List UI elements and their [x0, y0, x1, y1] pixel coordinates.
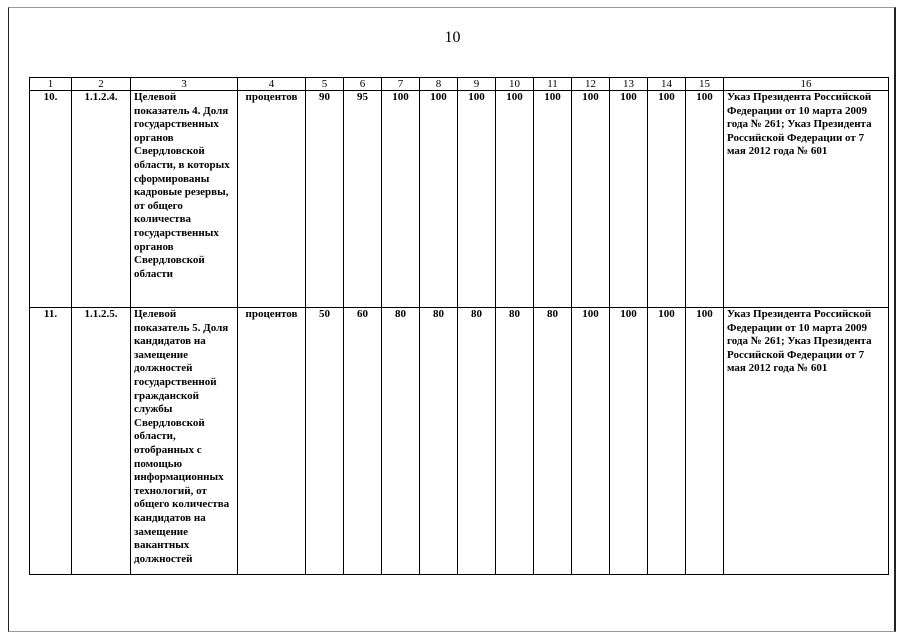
value-cell: 100	[648, 91, 686, 308]
page-number: 10	[444, 29, 461, 46]
value-cell: 100	[572, 91, 610, 308]
column-header: 12	[572, 78, 610, 91]
column-header: 7	[382, 78, 420, 91]
value-cell: 100	[686, 308, 724, 575]
value-cell: 100	[534, 91, 572, 308]
column-header: 5	[306, 78, 344, 91]
row-number: 10.	[30, 91, 72, 308]
row-code: 1.1.2.5.	[72, 308, 131, 575]
indicator-name: Целевой показатель 4. Доля государственных органов Свердловской области, в которых сформированы кадровые резервы, от общего количества государственных органов Свердловской области	[131, 91, 238, 308]
column-header: 6	[344, 78, 382, 91]
value-cell: 100	[458, 91, 496, 308]
source-reference: Указ Президента Российской Федерации от 10 марта 2009 года № 261; Указ Президента Российской Федерации от 7 мая 2012 года № 601	[724, 91, 889, 308]
value-cell: 80	[496, 308, 534, 575]
value-cell: 100	[420, 91, 458, 308]
value-cell: 60	[344, 308, 382, 575]
value-cell: 80	[420, 308, 458, 575]
row-code: 1.1.2.4.	[72, 91, 131, 308]
value-cell: 50	[306, 308, 344, 575]
value-cell: 90	[306, 91, 344, 308]
value-cell: 100	[610, 91, 648, 308]
column-header: 16	[724, 78, 889, 91]
column-header: 14	[648, 78, 686, 91]
value-cell: 80	[534, 308, 572, 575]
table-row	[30, 308, 889, 575]
column-header: 4	[238, 78, 306, 91]
value-cell: 80	[458, 308, 496, 575]
column-header: 3	[131, 78, 238, 91]
column-header: 10	[496, 78, 534, 91]
column-header: 1	[30, 78, 72, 91]
indicator-name: Целевой показатель 5. Доля кандидатов на замещение должностей государственной гражданской службы Свердловской области, отобранных с помощью информационных технологий, от общего количества кандидатов на замещение вакантных должностей	[131, 308, 238, 575]
value-cell: 100	[496, 91, 534, 308]
row-number: 11.	[30, 308, 72, 575]
column-header: 2	[72, 78, 131, 91]
value-cell: 80	[382, 308, 420, 575]
table-row	[30, 91, 889, 308]
value-cell: 100	[382, 91, 420, 308]
indicator-table	[29, 77, 889, 575]
unit: процентов	[238, 308, 306, 575]
column-header: 11	[534, 78, 572, 91]
source-reference: Указ Президента Российской Федерации от 10 марта 2009 года № 261; Указ Президента Российской Федерации от 7 мая 2012 года № 601	[724, 308, 889, 575]
column-header: 9	[458, 78, 496, 91]
column-header: 13	[610, 78, 648, 91]
value-cell: 95	[344, 91, 382, 308]
value-cell: 100	[572, 308, 610, 575]
column-header: 15	[686, 78, 724, 91]
value-cell: 100	[610, 308, 648, 575]
value-cell: 100	[686, 91, 724, 308]
value-cell: 100	[648, 308, 686, 575]
unit: процентов	[238, 91, 306, 308]
header-row	[30, 78, 889, 91]
column-header: 8	[420, 78, 458, 91]
